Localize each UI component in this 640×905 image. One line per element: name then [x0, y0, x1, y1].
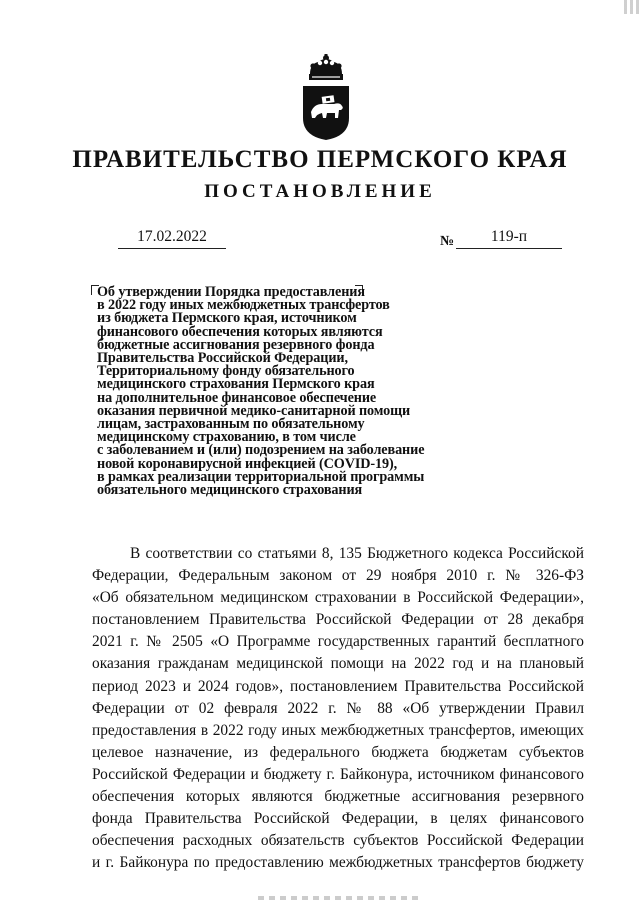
heading-line: Правительства Российской Федерации, [97, 350, 348, 367]
heading-line: в 2022 году иных межбюджетных трансфертов [97, 297, 390, 314]
body-line: предоставления в 2022 году иных межбюджетных трансфертов, имеющих [92, 721, 584, 739]
document-number: 119-п [490, 228, 528, 245]
body-line: оказания гражданам медицинской помощи на 2022 год и на плановый [92, 655, 584, 673]
number-field [456, 228, 562, 249]
heading-line: финансового обеспечения которых являются [97, 323, 383, 340]
body-line: обеспечения которых являются бюджетные ассигнования резервного [92, 788, 584, 806]
date-field [118, 228, 226, 249]
document-heading [97, 286, 477, 497]
body-line: Федерации от 02 февраля 2022 г. № 88 «Об утверждении Правил [92, 699, 584, 717]
body-line: период 2023 и 2024 годов», постановлением Правительства Российской [92, 677, 584, 695]
body-line: фонда Правительства Российской Федерации, в целях финансового [92, 810, 584, 828]
body-line: целевое назначение, из федерального бюджета бюджетам субъектов [92, 743, 584, 761]
scan-artifact [258, 896, 418, 900]
heading-line: Территориальному фонду обязательного [97, 363, 355, 380]
number-sign: № [440, 234, 455, 249]
government-title: ПРАВИТЕЛЬСТВО ПЕРМСКОГО КРАЯ [72, 146, 568, 173]
heading-line: с заболеванием и (или) подозрением на заболевание [97, 442, 425, 459]
document-date: 17.02.2022 [137, 228, 207, 245]
heading-line: медицинского страхования Пермского края [97, 376, 375, 393]
body-line: «Об обязательном медицинском страховании в Российской Федерации», [92, 589, 584, 607]
heading-line: оказания первичной медико-санитарной помощи [97, 402, 411, 419]
body-line: В соответствии со статьями 8, 135 Бюджетного кодекса Российской [130, 545, 584, 562]
heading-line: бюджетные ассигнования резервного фонда [97, 336, 375, 353]
heading-line: обязательного медицинского страхования [97, 482, 363, 499]
body-line: Российской Федерации и бюджету г. Байконура, источником финансового [92, 765, 584, 783]
coat-of-arms-icon [300, 52, 352, 142]
date-underline [118, 248, 226, 249]
document-type: ПОСТАНОВЛЕНИЕ [204, 181, 436, 202]
body-line: 2021 г. № 2505 «О Программе государственных гарантий бесплатного [92, 633, 584, 651]
body-line: постановлением Правительства Российской Федерации от 28 декабря [92, 611, 584, 629]
heading-line: Об утверждении Порядка предоставления [97, 284, 365, 300]
body-line: и г. Байконура по предоставлению межбюджетных трансфертов бюджету [92, 854, 584, 872]
number-underline [456, 248, 562, 249]
heading-line: на дополнительное финансовое обеспечение [97, 389, 377, 406]
heading-line: новой коронавирусной инфекцией (COVID-19), [97, 455, 398, 472]
heading-line: медицинскому страхованию, в том числе [97, 429, 356, 446]
heading-line: лицам, застрахованным по обязательному [97, 416, 365, 433]
body-paragraph [92, 543, 584, 874]
body-line: Федерации, Федеральным законом от 29 ноября 2010 г. № 326-ФЗ [92, 567, 584, 585]
heading-line: из бюджета Пермского края, источником [97, 310, 357, 327]
scan-mark [624, 0, 640, 14]
heading-line: в рамках реализации территориальной программы [97, 468, 425, 485]
body-line: обеспечения расходных обязательств субъектов Российской Федерации [92, 832, 584, 850]
